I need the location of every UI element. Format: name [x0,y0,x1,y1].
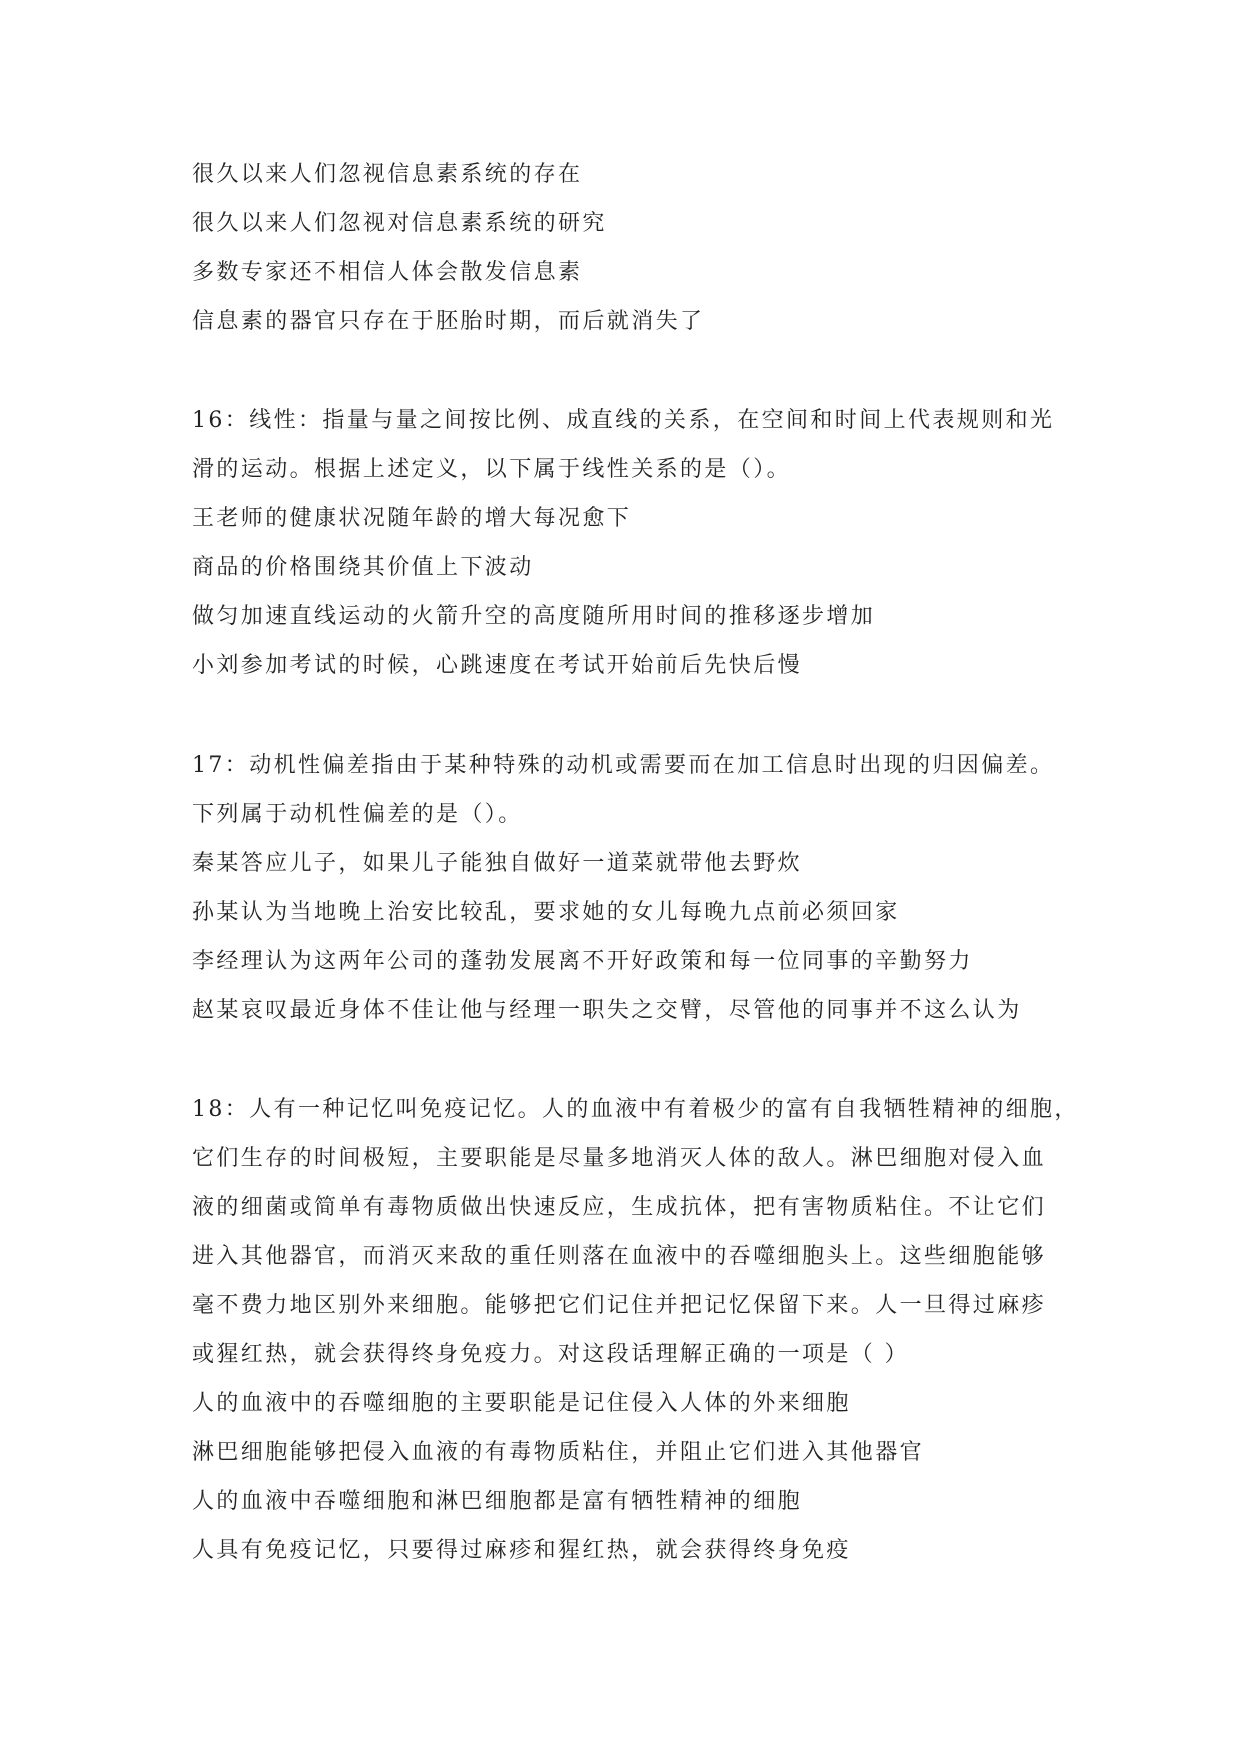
question-stem-line: 液的细菌或简单有毒物质做出快速反应，生成抗体，把有害物质粘住。不让它们 [192,1195,1047,1220]
option-c: 人的血液中吞噬细胞和淋巴细胞都是富有牺牲精神的细胞 [192,1489,803,1514]
option-d: 赵某哀叹最近身体不佳让他与经理一职失之交臂，尽管他的同事并不这么认为 [192,998,1022,1023]
question-18 [192,1085,1092,1575]
option-a: 很久以来人们忽视信息素系统的存在 [192,162,583,187]
question-stem-line: 滑的运动。根据上述定义，以下属于线性关系的是（）。 [192,457,792,482]
question-stem-line: 进入其他器官，而消灭来敌的重任则落在血液中的吞噬细胞头上。这些细胞能够 [192,1244,1047,1269]
question-stem-line: 或猩红热，就会获得终身免疫力。对这段话理解正确的一项是（ ） [192,1342,909,1367]
option-d: 小刘参加考试的时候，心跳速度在考试开始前后先快后慢 [192,653,803,678]
question-stem-line: 18：人有一种记忆叫免疫记忆。人的血液中有着极少的富有自我牺牲精神的细胞， [192,1097,1079,1122]
option-c: 李经理认为这两年公司的蓬勃发展离不开好政策和每一位同事的辛勤努力 [192,949,973,974]
question-stem-line: 毫不费力地区别外来细胞。能够把它们记住并把记忆保留下来。人一旦得过麻疹 [192,1293,1047,1318]
option-a: 人的血液中的吞噬细胞的主要职能是记住侵入人体的外来细胞 [192,1391,851,1416]
question-stem-line: 下列属于动机性偏差的是（）。 [192,802,523,827]
option-b: 很久以来人们忽视对信息素系统的研究 [192,211,607,236]
question-16 [192,396,1092,690]
option-c: 做匀加速直线运动的火箭升空的高度随所用时间的推移逐步增加 [192,604,876,629]
option-d: 信息素的器官只存在于胚胎时期，而后就消失了 [192,309,705,334]
option-b: 孙某认为当地晚上治安比较乱，要求她的女儿每晚九点前必须回家 [192,900,900,925]
option-c: 多数专家还不相信人体会散发信息素 [192,260,583,285]
question-stem-line: 16：线性：指量与量之间按比例、成直线的关系，在空间和时间上代表规则和光 [192,408,1055,433]
question-17 [192,741,1092,1035]
question-stem-line: 它们生存的时间极短，主要职能是尽量多地消灭人体的敌人。淋巴细胞对侵入血 [192,1146,1047,1171]
question-15-options [192,150,1092,346]
option-d: 人具有免疫记忆，只要得过麻疹和猩红热，就会获得终身免疫 [192,1538,851,1563]
option-b: 淋巴细胞能够把侵入血液的有毒物质粘住，并阻止它们进入其他器官 [192,1440,925,1465]
question-stem-line: 17：动机性偏差指由于某种特殊的动机或需要而在加工信息时出现的归因偏差。 [192,753,1055,778]
option-b: 商品的价格围绕其价值上下波动 [192,555,534,580]
option-a: 王老师的健康状况随年龄的增大每况愈下 [192,506,632,531]
option-a: 秦某答应儿子，如果儿子能独自做好一道菜就带他去野炊 [192,851,803,876]
